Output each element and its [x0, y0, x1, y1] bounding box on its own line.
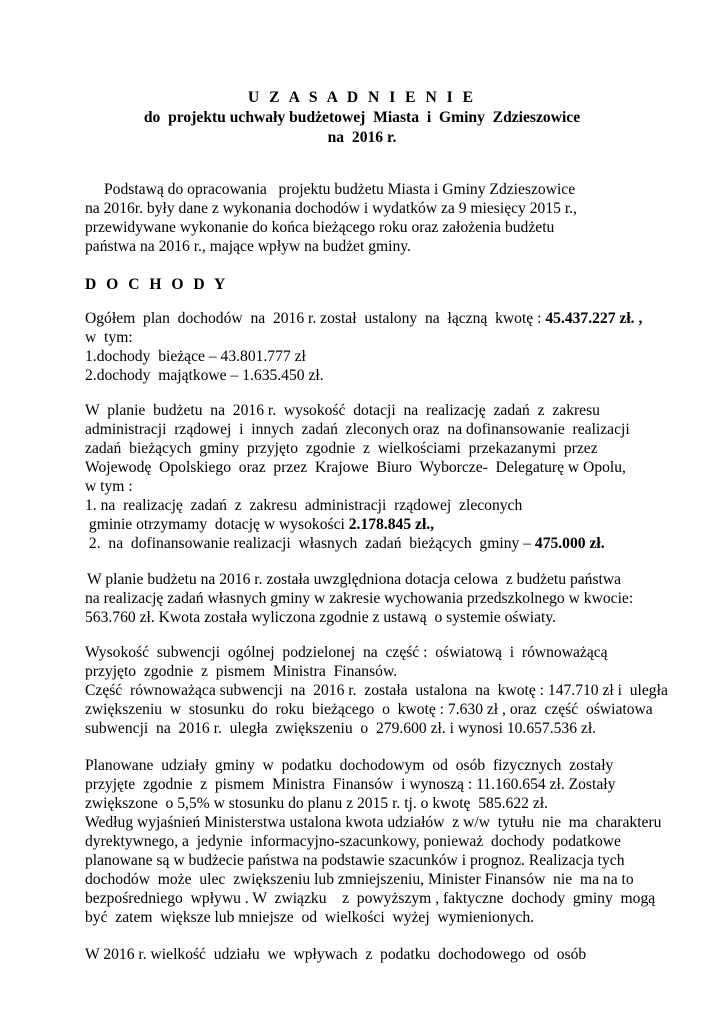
grant-item-1-amount: 2.178.845 zł., — [348, 516, 435, 533]
total-income-amount: 45.437.227 zł. , — [545, 310, 643, 327]
grant-item-2-amount: 475.000 zł. — [534, 535, 605, 552]
preschool-line: na realizację zadań własnych gminy w zakresie wychowania przedszkolnego w kwocie: — [85, 590, 634, 607]
preschool-line: W planie budżetu na 2016 r. została uwzględniona dotacja celowa z budżetu państwa — [87, 571, 622, 588]
subsidy-line: zwiększeniu w stosunku do roku bieżącego o kwotę : 7.630 zł , oraz część oświatowa — [85, 701, 653, 718]
income-tax-line: przyjęte zgodnie z pismem Ministra Finansów i wynoszą : 11.160.654 zł. Zostały — [85, 776, 616, 793]
grants-line: zadań bieżących gminy przyjęto zgodnie z wielkościami przekazanymi przez — [85, 440, 598, 457]
subsidy-line: Wysokość subwencji ogólnej podzielonej na część : oświatową i równoważącą — [85, 644, 608, 661]
grant-item-1 — [85, 516, 434, 534]
subsidy-line: Część równoważąca subwencji na 2016 r. została ustalona na kwotę : 147.710 zł i uległa — [85, 682, 668, 699]
income-tax-line: Planowane udziały gminy w podatku dochodowym od osób fizycznych zostały — [85, 757, 614, 774]
document-subtitle-year: na 2016 r. — [327, 129, 397, 146]
grants-line: administracji rządowej i innych zadań zleconych oraz na dofinansowanie realizacji — [85, 421, 630, 438]
intro-line: Podstawą do opracowania projektu budżetu Miasta i Gminy Zdzieszowice — [104, 181, 576, 198]
subsidy-line: subwencji na 2016 r. uległa zwiększeniu o 279.600 zł. i wynosi 10.657.536 zł. — [85, 720, 597, 737]
grant-item-2-text: 2. na dofinansowanie realizacji własnych zadań bieżących gminy – — [85, 535, 535, 552]
income-tax-line: planowane są w budżecie państwa na podstawie szacunków i prognoz. Realizacja tych — [85, 852, 625, 869]
subsidy-line: przyjęto zgodnie z pismem Ministra Finansów. — [85, 663, 398, 680]
grants-line: Wojewodę Opolskiego oraz przez Krajowe Biuro Wyborcze- Delegaturę w Opolu, — [85, 459, 626, 476]
income-tax-line: Według wyjaśnień Ministerstwa ustalona kwota udziałów z w/w tytułu nie ma charakteru — [85, 814, 662, 831]
tax-share-line: W 2016 r. wielkość udziału we wpływach z podatku dochodowego od osób — [85, 946, 587, 963]
grants-line: w tym : — [85, 478, 133, 495]
income-tax-line: zwiększone o 5,5% w stosunku do planu z 2015 r. tj. o kwotę 585.622 zł. — [85, 795, 548, 812]
income-tax-line: dyrektywnego, a jedynie informacyjno-szacunkowy, ponieważ dochody podatkowe — [85, 833, 621, 850]
income-tax-line: być zatem większe lub mniejsze od wielkości wyżej wymienionych. — [85, 909, 535, 926]
grant-item-1-text: gminie otrzymamy dotację w wysokości — [85, 516, 349, 533]
totals-line: w tym: — [85, 329, 133, 346]
intro-line: na 2016r. były dane z wykonania dochodów i wydatków za 9 miesięcy 2015 r., — [85, 200, 577, 217]
total-income-text: Ogółem plan dochodów na 2016 r. został ustalony na łączną kwotę : — [85, 310, 546, 327]
section-heading-income: D O C H O D Y — [85, 276, 229, 293]
capital-income-line: 2.dochody majątkowe – 1.635.450 zł. — [85, 367, 324, 384]
document-title: U Z A S A D N I E N I E — [247, 89, 477, 106]
intro-line: państwa na 2016 r., mające wpływ na budżet gminy. — [85, 238, 411, 255]
document-subtitle: do projektu uchwały budżetowej Miasta i Gminy Zdzieszowice — [143, 109, 581, 126]
grants-line: W planie budżetu na 2016 r. wysokość dotacji na realizację zadań z zakresu — [85, 402, 600, 419]
income-tax-line: dochodów może ulec zwiększeniu lub zmniejszeniu, Minister Finansów nie ma na to — [85, 871, 634, 888]
intro-line: przewidywane wykonanie do końca bieżącego roku oraz założenia budżetu — [85, 219, 555, 236]
income-tax-line: bezpośredniego wpływu . W związku z powyższym , faktyczne dochody gminy mogą — [85, 890, 656, 907]
grant-item-2 — [85, 535, 605, 553]
grants-line: 1. na realizację zadań z zakresu administracji rządowej zleconych — [85, 497, 523, 514]
preschool-line: 563.760 zł. Kwota została wyliczona zgodnie z ustawą o systemie oświaty. — [85, 609, 557, 626]
current-income-line: 1.dochody bieżące – 43.801.777 zł — [85, 348, 306, 365]
total-income-line — [85, 310, 642, 328]
